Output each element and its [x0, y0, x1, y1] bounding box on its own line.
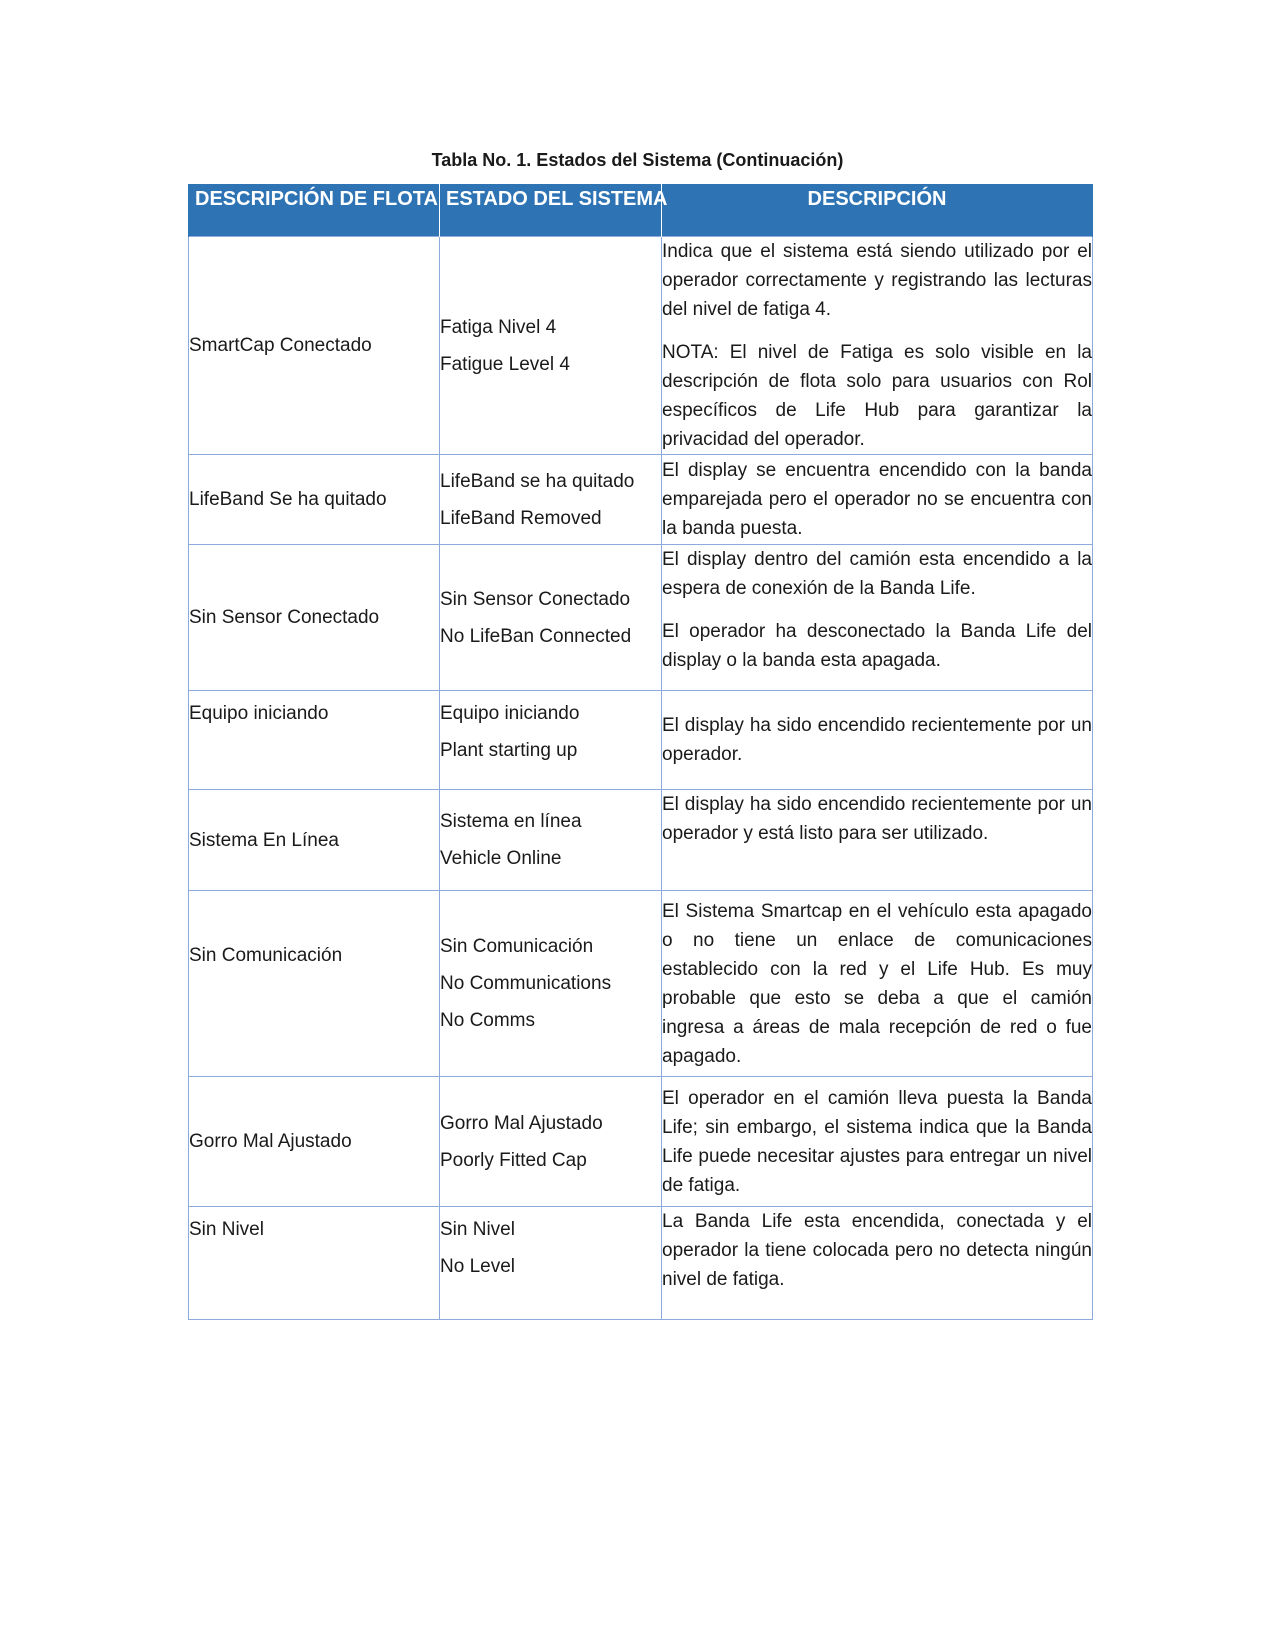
state-cell	[440, 455, 662, 545]
description-paragraph: El display dentro del camión esta encendido a la espera de conexión de la Banda Life.	[662, 549, 1092, 599]
state-line: Equipo iniciando	[440, 703, 580, 724]
fleet-text: SmartCap Conectado	[189, 335, 372, 356]
fleet-text: Sistema En Línea	[189, 829, 339, 851]
description-cell	[662, 691, 1093, 790]
system-states-table	[188, 184, 1093, 1320]
description-cell	[662, 891, 1093, 1077]
table-row	[189, 237, 1093, 455]
header-fleet-description: DESCRIPCIÓN DE FLOTA	[189, 184, 440, 237]
state-cell	[440, 237, 662, 455]
state-line: No LifeBan Connected	[440, 625, 632, 647]
state-cell	[440, 691, 662, 790]
state-cell	[440, 545, 662, 691]
header-system-state: ESTADO DEL SISTEMA	[440, 184, 662, 237]
state-line: No Comms	[440, 1010, 536, 1031]
description-paragraph: El display ha sido encendido recientemente por un operador y está listo para ser utilizado.	[662, 794, 1092, 844]
fleet-text: Sin Comunicación	[189, 945, 343, 966]
state-cell	[440, 1077, 662, 1207]
state-line: Sin Nivel	[440, 1219, 515, 1240]
table-header-row	[189, 184, 1093, 237]
fleet-text: Sin Nivel	[189, 1219, 264, 1240]
state-cell	[440, 891, 662, 1077]
fleet-cell	[189, 237, 440, 455]
table-row	[189, 691, 1093, 790]
state-line: Plant starting up	[440, 740, 578, 761]
fleet-text: Equipo iniciando	[189, 703, 329, 724]
description-cell	[662, 455, 1093, 545]
fleet-cell	[189, 455, 440, 545]
fleet-text: Sin Sensor Conectado	[189, 607, 380, 628]
description-cell	[662, 1077, 1093, 1207]
table-row	[189, 545, 1093, 691]
fleet-text: LifeBand Se ha quitado	[189, 489, 387, 510]
state-cell	[440, 790, 662, 891]
table-caption: Tabla No. 1. Estados del Sistema (Continuación)	[431, 150, 844, 170]
description-cell	[662, 545, 1093, 691]
state-line: Sin Comunicación	[440, 936, 594, 957]
state-line: No Level	[440, 1256, 515, 1277]
description-paragraph: El operador ha desconectado la Banda Life del display o la banda esta apagada.	[662, 621, 1092, 671]
table-row	[189, 891, 1093, 1077]
state-line: Vehicle Online	[440, 848, 562, 869]
description-cell	[662, 790, 1093, 891]
state-line: LifeBand Removed	[440, 507, 602, 529]
state-line: Fatigue Level 4	[440, 353, 570, 375]
description-paragraph: El operador en el camión lleva puesta la Banda Life; sin embargo, el sistema indica que la Banda Life puede necesitar ajustes para entregar un nivel de fatiga.	[662, 1087, 1092, 1196]
state-line: Sistema en línea	[440, 811, 582, 832]
fleet-cell	[189, 691, 440, 790]
fleet-cell	[189, 891, 440, 1077]
table-row	[189, 455, 1093, 545]
description-cell	[662, 1207, 1093, 1320]
description-cell	[662, 237, 1093, 455]
description-paragraph: Indica que el sistema está siendo utilizado por el operador correctamente y registrando las lecturas del nivel de fatiga 4.	[662, 241, 1092, 320]
state-line: LifeBand se ha quitado	[440, 470, 635, 492]
state-line: Gorro Mal Ajustado	[440, 1112, 603, 1134]
fleet-text: Gorro Mal Ajustado	[189, 1131, 352, 1152]
state-line: Sin Sensor Conectado	[440, 588, 631, 610]
description-paragraph: El display se encuentra encendido con la banda emparejada pero el operador no se encuentra con la banda puesta.	[662, 460, 1092, 539]
description-paragraph: La Banda Life esta encendida, conectada y el operador la tiene colocada pero no detecta ningún nivel de fatiga.	[662, 1211, 1092, 1290]
table-row	[189, 1077, 1093, 1207]
state-line: Poorly Fitted Cap	[440, 1149, 587, 1171]
state-cell	[440, 1207, 662, 1320]
state-line: No Communications	[440, 973, 612, 994]
description-note: NOTA: El nivel de Fatiga es solo visible en la descripción de flota solo para usuarios con Rol específicos de Life Hub para garantizar la privacidad del operador.	[662, 342, 1092, 450]
description-paragraph: El Sistema Smartcap en el vehículo esta apagado o no tiene un enlace de comunicaciones establecido con la red y el Life Hub. Es muy probable que esto se deba a que el camión ingresa a áreas de mala recepción de red o fue apagado.	[662, 900, 1092, 1067]
fleet-cell	[189, 545, 440, 691]
state-line: Fatiga Nivel 4	[440, 316, 557, 338]
header-description: DESCRIPCIÓN	[662, 184, 1093, 237]
table-row	[189, 1207, 1093, 1320]
fleet-cell	[189, 1207, 440, 1320]
table-row	[189, 790, 1093, 891]
description-paragraph: El display ha sido encendido recientemente por un operador.	[662, 715, 1092, 765]
fleet-cell	[189, 790, 440, 891]
fleet-cell	[189, 1077, 440, 1207]
